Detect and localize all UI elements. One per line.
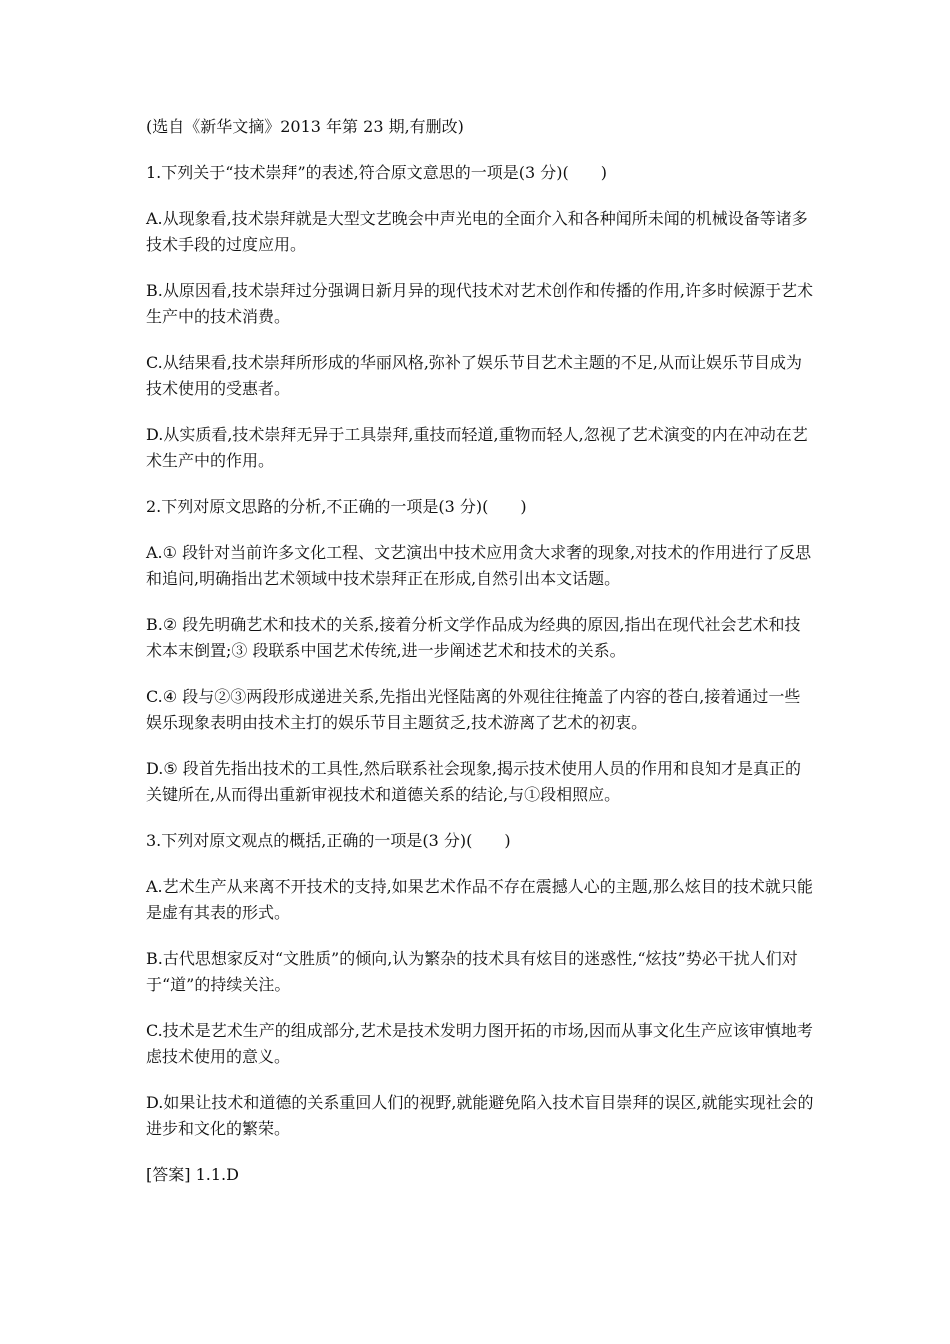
question-1-stem: 1.下列关于“技术崇拜”的表述,符合原文意思的一项是(3 分)( )	[146, 163, 607, 182]
question-1-option-d: D.从实质看,技术崇拜无异于工具崇拜,重技而轻道,重物而轻人,忽视了艺术演变的内在冲动在艺术生产中的作用。	[146, 425, 808, 470]
document-page	[146, 114, 814, 1208]
answer-line: [答案] 1.1.D	[146, 1165, 239, 1184]
question-3-stem: 3.下列对原文观点的概括,正确的一项是(3 分)( )	[146, 831, 511, 850]
question-1-option-b: B.从原因看,技术崇拜过分强调日新月异的现代技术对艺术创作和传播的作用,许多时候源于艺术生产中的技术消费。	[146, 281, 814, 326]
question-2-stem: 2.下列对原文思路的分析,不正确的一项是(3 分)( )	[146, 497, 527, 516]
question-2-option-a: A.① 段针对当前许多文化工程、文艺演出中技术应用贪大求奢的现象,对技术的作用进行了反思和追问,明确指出艺术领域中技术崇拜正在形成,自然引出本文话题。	[146, 543, 812, 588]
question-3-option-c: C.技术是艺术生产的组成部分,艺术是技术发明力图开拓的市场,因而从事文化生产应该审慎地考虑技术使用的意义。	[146, 1021, 813, 1066]
question-1-option-a: A.从现象看,技术崇拜就是大型文艺晚会中声光电的全面介入和各种闻所未闻的机械设备等诸多技术手段的过度应用。	[146, 209, 808, 254]
question-2-option-b: B.② 段先明确艺术和技术的关系,接着分析文学作品成为经典的原因,指出在现代社会艺术和技术本末倒置;③ 段联系中国艺术传统,进一步阐述艺术和技术的关系。	[146, 615, 801, 660]
question-3-option-d: D.如果让技术和道德的关系重回人们的视野,就能避免陷入技术盲目崇拜的误区,就能实现社会的进步和文化的繁荣。	[146, 1093, 814, 1138]
question-3-option-b: B.古代思想家反对“文胜质”的倾向,认为繁杂的技术具有炫目的迷惑性,“炫技”势必干扰人们对于“道”的持续关注。	[146, 949, 798, 994]
question-2-option-d: D.⑤ 段首先指出技术的工具性,然后联系社会现象,揭示技术使用人员的作用和良知才是真正的关键所在,从而得出重新审视技术和道德关系的结论,与①段相照应。	[146, 759, 801, 804]
question-1-option-c: C.从结果看,技术崇拜所形成的华丽风格,弥补了娱乐节目艺术主题的不足,从而让娱乐节目成为技术使用的受惠者。	[146, 353, 803, 398]
question-3-option-a: A.艺术生产从来离不开技术的支持,如果艺术作品不存在震撼人心的主题,那么炫目的技术就只能是虚有其表的形式。	[146, 877, 813, 922]
question-2-option-c: C.④ 段与②③两段形成递进关系,先指出光怪陆离的外观往往掩盖了内容的苍白,接着通过一些娱乐现象表明由技术主打的娱乐节目主题贫乏,技术游离了艺术的初衷。	[146, 687, 801, 732]
source-note: (选自《新华文摘》2013 年第 23 期,有删改)	[146, 117, 464, 136]
